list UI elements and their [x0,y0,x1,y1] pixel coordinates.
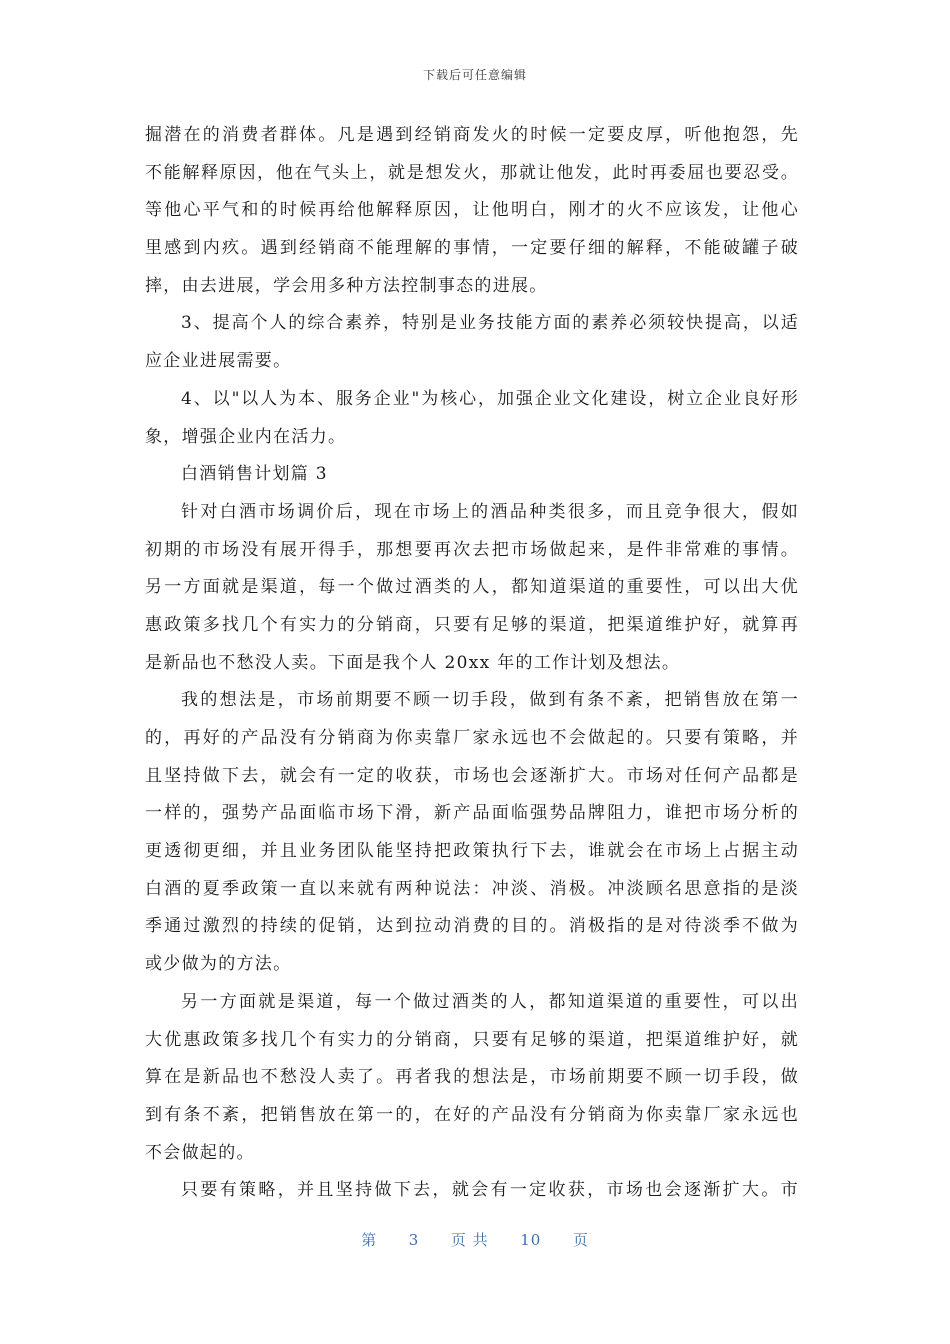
text-line: 等他心平气和的时候再给他解释原因，让他明白，刚才的火不应该发，让他心 [145,200,799,221]
text-line: 大优惠政策多找几个有实力的分销商，只要有足够的渠道，把渠道维护好，就 [145,1029,799,1050]
text-line: 不会做起的。 [145,1142,255,1163]
text-line: 我的想法是，市场前期要不顾一切手段，做到有条不紊，把销售放在第一 [181,690,799,711]
text-line: 惠政策多找几个有实力的分销商，只要有足够的渠道，把渠道维护好，就算再 [145,614,799,635]
total-unit: 页 [572,1231,589,1249]
text-line: 更透彻更细，并且业务团队能坚持把政策执行下去，谁就会在市场上占据主动 [145,841,799,862]
paragraph [145,117,799,305]
paragraph [145,1172,799,1210]
text-line: 另一方面就是渠道，每一个做过酒类的人，都知道渠道的重要性，可以出大优 [145,577,799,598]
text-line: 是新品也不愁没人卖。下面是我个人 20xx 年的工作计划及想法。 [145,652,681,673]
paragraph [145,494,799,682]
total-label: 共 [472,1231,489,1249]
text-line: 或少做为的方法。 [145,954,292,975]
text-line: 白酒的夏季政策一直以来就有两种说法：冲淡、消极。冲淡顾名思意指的是淡 [145,878,799,899]
text-line: 一样的，强势产品面临市场下滑，新产品面临强势品牌阻力，谁把市场分析的 [145,803,799,824]
text-line: 另一方面就是渠道，每一个做过酒类的人，都知道渠道的重要性，可以出 [181,991,799,1012]
paragraph [145,305,799,380]
text-line: 掘潜在的消费者群体。凡是遇到经销商发火的时候一定要皮厚，听他抱怨，先 [145,125,799,145]
text-line: 针对白酒市场调价后，现在市场上的酒品种类很多，而且竞争很大，假如 [181,501,799,522]
text-line: 季通过激烈的持续的促销，达到拉动消费的目的。消极指的是对待淡季不做为 [145,916,799,937]
page-label: 第 [361,1231,378,1249]
section-heading [145,456,799,494]
paragraph [145,381,799,456]
text-line: 到有条不紊，把销售放在第一的，在好的产品没有分销商为你卖靠厂家永远也 [145,1104,799,1125]
page-unit: 页 [450,1231,467,1249]
text-line: 摔，由去进展，学会用多种方法控制事态的进展。 [145,275,548,296]
text-line: 的，再好的产品没有分销商为你卖靠厂家永远也不会做起的。只要有策略，并 [145,728,799,748]
text-line: 只要有策略，并且坚持做下去，就会有一定收获，市场也会逐渐扩大。市 [181,1180,799,1201]
page-header: 下载后可任意编辑 [422,68,527,82]
text-line: 初期的市场没有展开得手，那想要再次去把市场做起来，是件非常难的事情。 [145,539,799,560]
document-body [145,117,799,1210]
text-line: 算在是新品也不愁没人卖了。再者我的想法是，市场前期要不顾一切手段，做 [145,1067,799,1088]
text-line: 应企业进展需要。 [145,351,292,372]
text-line: 3、提高个人的综合素养，特别是业务技能方面的素养必须较快提高，以适 [181,313,799,334]
page-footer [0,1229,950,1250]
text-line: 里感到内疚。遇到经销商不能理解的事情，一定要仔细的解释，不能破罐子破 [145,238,799,259]
text-line: 且坚持做下去，就会有一定的收获，市场也会逐渐扩大。市场对任何产品都是 [145,765,799,786]
text-line: 4、以"以人为本、服务企业"为核心，加强企业文化建设，树立企业良好形 [181,388,799,409]
text-line: 不能解释原因，他在气头上，就是想发火，那就让他发，此时再委屈也要忍受。 [145,162,799,183]
text-line: 象，增强企业内在活力。 [145,426,347,447]
section-heading-text: 白酒销售计划篇 3 [181,464,328,485]
page-number: 3 [408,1231,420,1249]
total-pages: 10 [520,1231,542,1249]
paragraph [145,984,799,1172]
paragraph [145,682,799,984]
